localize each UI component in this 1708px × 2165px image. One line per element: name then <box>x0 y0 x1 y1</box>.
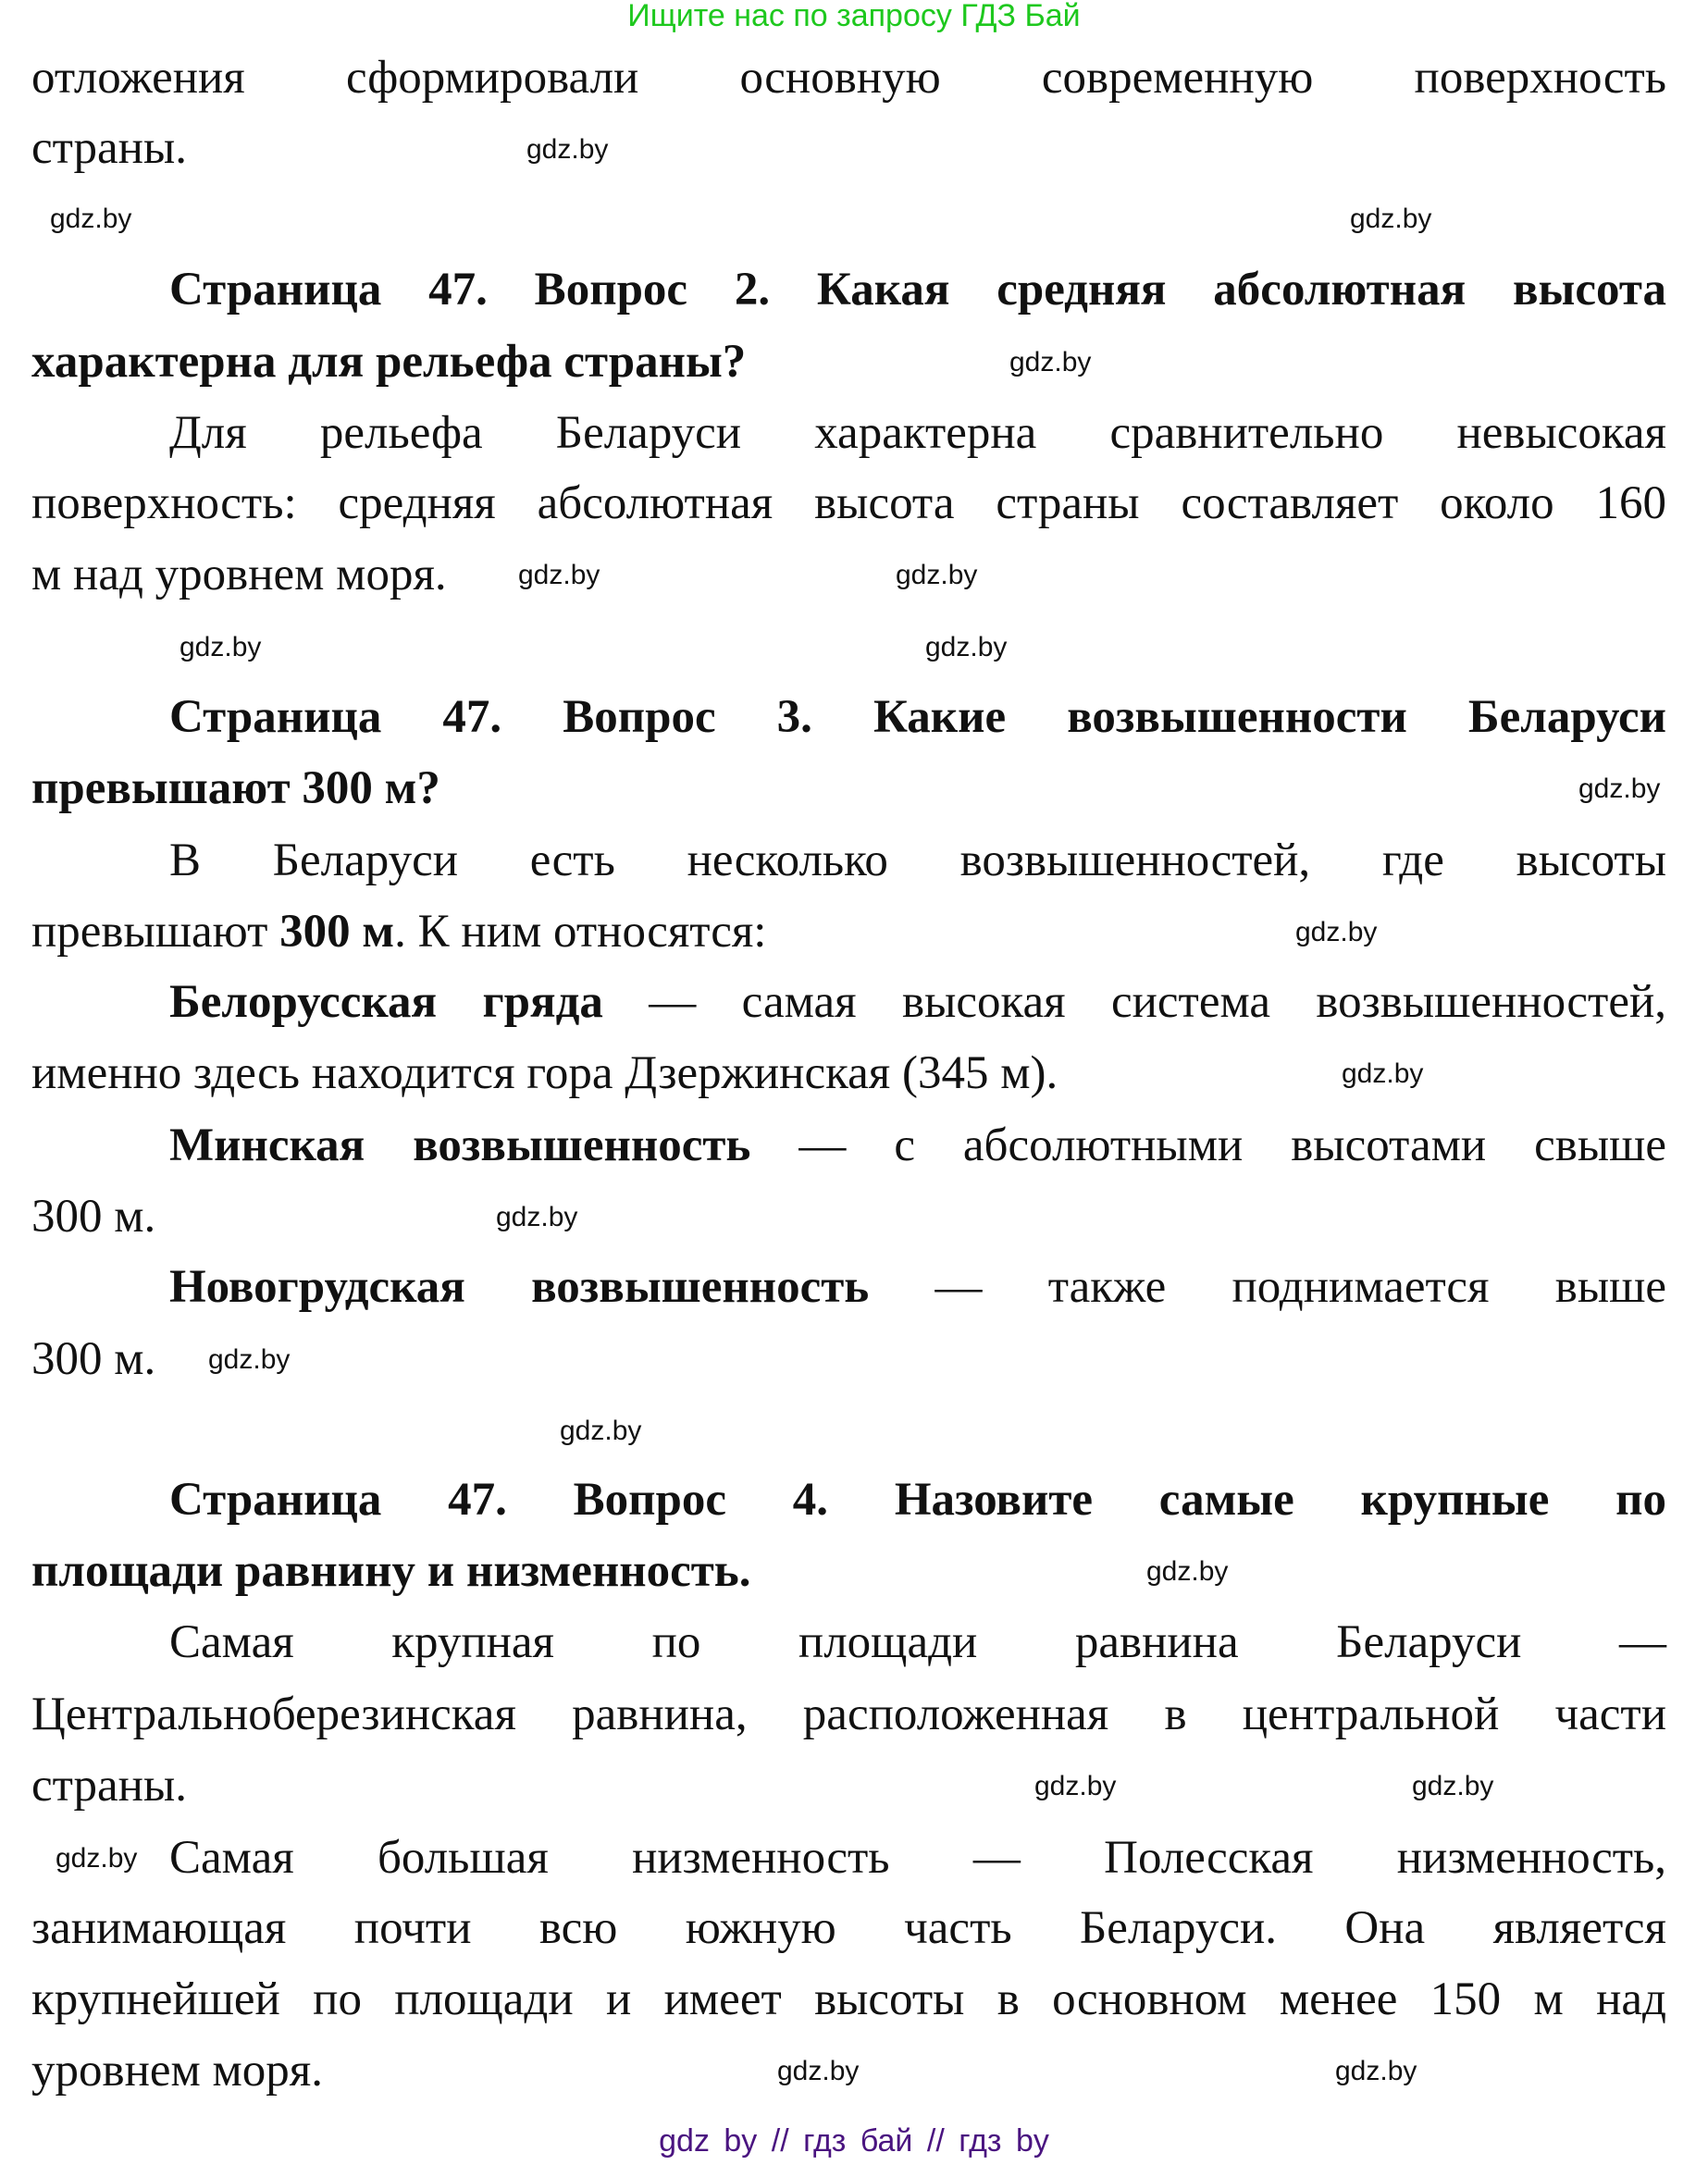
paragraph-line <box>169 1253 1666 1321</box>
text: поверхность: средняя абсолютная высота страны составляет около 160 <box>31 477 1666 529</box>
paragraph-line <box>169 1824 1666 1892</box>
text: 300 м. <box>31 1191 156 1243</box>
text: В Беларуси есть несколько возвышенностей, где высоты <box>169 835 1666 886</box>
watermark: gdz.by <box>179 632 262 662</box>
paragraph-line <box>31 114 1666 182</box>
bold-text: площади равнину и низменность. <box>31 1545 751 1597</box>
paragraph-line <box>31 1680 1666 1749</box>
watermark: gdz.by <box>896 560 978 590</box>
text: занимающая почти всю южную часть Беларуси. Она является <box>31 1902 1666 1954</box>
watermark: gdz.by <box>518 560 600 590</box>
bold-text: Минская возвышенность <box>169 1120 751 1171</box>
watermark: gdz.by <box>496 1202 578 1232</box>
text: страны. <box>31 122 187 174</box>
paragraph-line <box>31 1965 1666 2034</box>
text: . К ним относятся: <box>394 906 767 958</box>
watermark: gdz.by <box>56 1843 138 1874</box>
watermark: gdz.by <box>1146 1556 1229 1587</box>
paragraph-line <box>169 399 1666 467</box>
watermark: gdz.by <box>1295 917 1378 947</box>
watermark: gdz.by <box>526 134 609 165</box>
text: превышают <box>31 906 280 958</box>
bold-text: Страница 47. Вопрос 3. Какие возвышенности Беларуси <box>169 691 1666 743</box>
text: м над уровнем моря. <box>31 549 447 600</box>
bold-text: Страница 47. Вопрос 2. Какая средняя абсолютная высота <box>169 264 1666 315</box>
bold-text: Белорусская гряда <box>169 976 603 1028</box>
question-heading-line <box>31 328 1666 396</box>
question-heading-line <box>169 1466 1666 1534</box>
paragraph-line <box>31 469 1666 538</box>
paragraph-line <box>31 540 1666 609</box>
bold-text: Новогрудская возвышенность <box>169 1261 870 1313</box>
watermark: gdz.by <box>1034 1771 1117 1801</box>
bold-text: превышают 300 м? <box>31 762 440 814</box>
watermark: gdz.by <box>1350 204 1432 234</box>
paragraph-line <box>31 1182 1666 1251</box>
search-banner: Ищите нас по запросу ГДЗ Бай <box>627 0 1081 33</box>
paragraph-line <box>169 968 1666 1036</box>
watermark: gdz.by <box>1335 2056 1417 2086</box>
watermark: gdz.by <box>777 2056 860 2086</box>
footer-banner: gdz by // гдз бай // гдз by <box>659 2123 1049 2159</box>
watermark: gdz.by <box>1578 773 1661 804</box>
bold-text: Страница 47. Вопрос 4. Назовите самые крупные по <box>169 1474 1666 1526</box>
paragraph-line <box>169 826 1666 895</box>
question-heading-line <box>31 1537 1666 1605</box>
text: страны. <box>31 1760 187 1812</box>
text: Для рельефа Беларуси характерна сравнительно невысокая <box>169 407 1666 459</box>
question-heading-line <box>169 255 1666 324</box>
watermark: gdz.by <box>1412 1771 1494 1801</box>
paragraph-line <box>169 1111 1666 1180</box>
watermark: gdz.by <box>50 204 132 234</box>
text: — с абсолютными высотами свыше <box>750 1120 1666 1171</box>
watermark: gdz.by <box>208 1344 291 1375</box>
text: крупнейшей по площади и имеет высоты в основном менее 150 м над <box>31 1973 1666 2025</box>
paragraph-line <box>31 897 1666 966</box>
text: — самая высокая система возвышенностей, <box>602 976 1667 1028</box>
text: именно здесь находится гора Дзержинская (345 м). <box>31 1047 1058 1099</box>
bold-text: 300 м <box>279 906 395 958</box>
watermark: gdz.by <box>560 1416 642 1446</box>
paragraph-line <box>31 1894 1666 1962</box>
text: отложения сформировали основную современную поверхность <box>31 52 1666 104</box>
watermark: gdz.by <box>1009 347 1092 377</box>
text: 300 м. <box>31 1333 156 1385</box>
text: уровнем моря. <box>31 2045 324 2097</box>
question-heading-line <box>31 754 1666 823</box>
text: Центральноберезинская равнина, расположенная в центральной части <box>31 1689 1666 1740</box>
text: Самая большая низменность — Полесская низменность, <box>169 1832 1666 1884</box>
question-heading-line <box>169 683 1666 751</box>
text: — также поднимается выше <box>869 1261 1666 1313</box>
text: Самая крупная по площади равнина Беларуси — <box>169 1616 1666 1668</box>
paragraph-line <box>169 1608 1666 1676</box>
bold-text: характерна для рельефа страны? <box>31 336 747 388</box>
watermark: gdz.by <box>925 632 1008 662</box>
paragraph-line <box>31 43 1666 112</box>
watermark: gdz.by <box>1342 1058 1424 1089</box>
